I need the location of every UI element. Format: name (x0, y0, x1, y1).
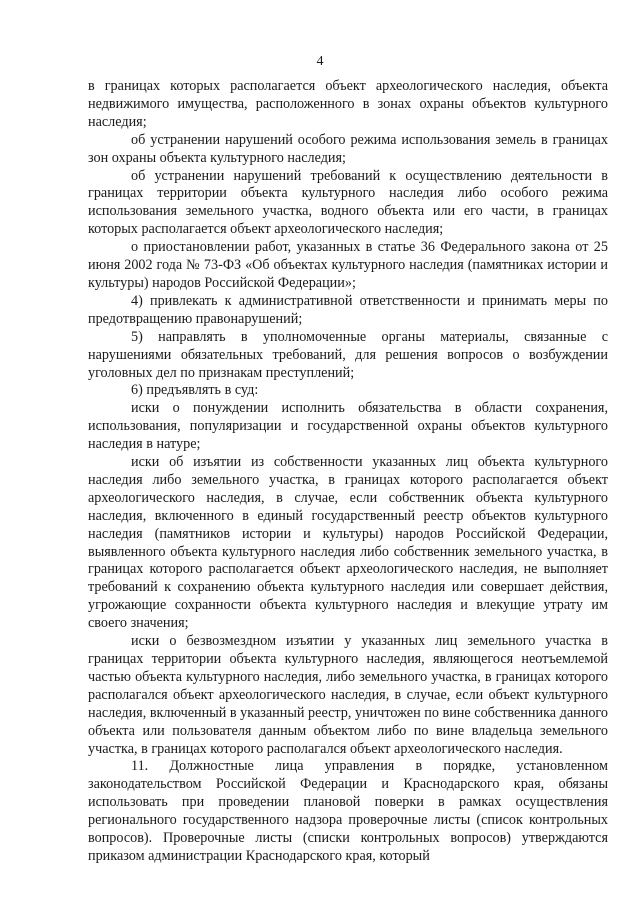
paragraph-claim-free-seizure: иски о безвозмездном изъятии у указанных лиц земельного участка в границах территории объекта культурного наследия, являющегося неотъемлемой частью объекта культурного наследия, либо земельного участка, в границах которого располагался объект археологического наследия, в случае, если объект культурного наследия, включенный в указанный реестр, уничтожен по вине собственника данного объекта или пользователя данным объектом либо по вине владельца земельного участка, в границах которого располагался объект археологического наследия. (88, 633, 608, 757)
paragraph-work-suspension: о приостановлении работ, указанных в статье 36 Федерального закона от 25 июня 2002 года № 73-ФЗ «Об объектах культурного наследия (памятниках истории и культуры) народов Российской Федерации»; (88, 239, 608, 291)
paragraph-claim-obligation: иски о понуждении исполнить обязательства в области сохранения, использования, популяризации и государственной охраны объектов культурного наследия в натуре; (88, 400, 608, 453)
paragraph-item-6: 6) предъявлять в суд: (131, 382, 259, 399)
page-number: 4 (316, 54, 324, 69)
paragraph-item-4: 4) привлекать к административной ответственности и принимать меры по предотвращению правонарушений; (88, 292, 608, 327)
paragraph-item-11: 11. Должностные лица управления в порядке, установленном законодательством Российской Федерации и Краснодарского края, обязаны использовать при проведении плановой поверки в рамках осуществления регионального государственного надзора проверочные листы (список контрольных вопросов). Проверочные листы (списки контрольных вопросов) утверждаются приказом администрации Краснодарского края, который (88, 758, 608, 864)
paragraph-claim-seizure: иски об изъятии из собственности указанных лиц объекта культурного наследия либо земельного участка, в границах которого располагается объект археологического наследия, в случае, если собственник объекта культурного наследия, включенного в единый государственный реестр объектов культурного наследия (памятников истории и культуры) народов Российской Федерации, выявленного объекта культурного наследия либо собственник земельного участка, в границах которого располагается объект археологического наследия, не выполняет требований к сохранению объекта культурного наследия или совершает действия, угрожающие сохранности объекта культурного наследия и влекущие утрату им своего значения; (88, 454, 608, 632)
paragraph-continuation: в границах которых располагается объект археологического наследия, объекта недвижимого имущества, расположенного в зонах охраны объектов культурного наследия; (88, 78, 608, 130)
document-body (88, 78, 608, 866)
paragraph-special-regime: об устранении нарушений особого режима использования земель в границах зон охраны объекта культурного наследия; (88, 131, 608, 166)
paragraph-item-5: 5) направлять в уполномоченные органы материалы, связанные с нарушениями обязательных требований, для решения вопросов о возбуждении уголовных дел по признакам преступлений; (88, 328, 608, 381)
paragraph-requirements-violation: об устранении нарушений требований к осуществлению деятельности в границах территории объекта культурного наследия либо особого режима использования земельного участка, водного объекта или его части, в границах которых располагается объект археологического наследия; (88, 167, 608, 238)
